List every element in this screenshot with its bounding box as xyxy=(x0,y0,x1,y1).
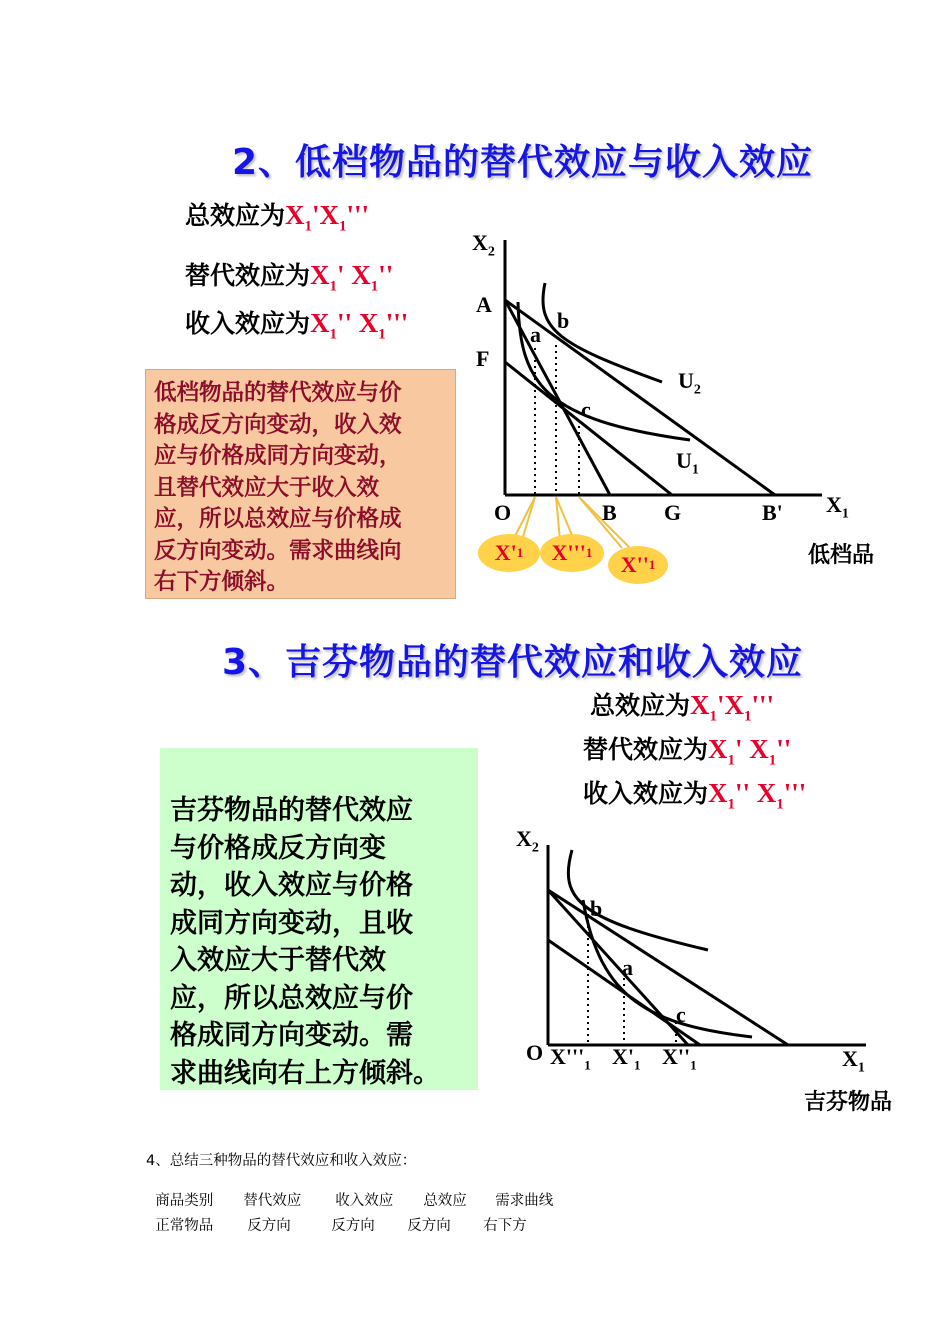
box-line: 与价格成反方向变 xyxy=(170,832,386,864)
oval-X1-triple-prime: X''' 1 xyxy=(540,534,604,572)
oval-X1-double-prime: X'' 1 xyxy=(608,546,668,584)
box-line: 求曲线向右上方倾斜。 xyxy=(170,1057,440,1089)
effect-prefix: 替代效应为 xyxy=(185,261,311,290)
box-line: 格成同方向变动。需 xyxy=(170,1020,413,1051)
section3-total-effect xyxy=(590,686,774,725)
effect-prefix: 总效应为 xyxy=(590,691,691,720)
header-cell: 商品类别 xyxy=(155,1193,214,1209)
box-line: 低档物品的替代效应与价 xyxy=(154,380,402,406)
box-line: 吉芬物品的替代效应 xyxy=(170,795,413,826)
point-b: b xyxy=(557,308,570,333)
summary-row-normal-goods xyxy=(146,1198,527,1235)
effect-expr: $X_1'X_1'''$ xyxy=(690,690,775,725)
point-b: b xyxy=(590,896,603,921)
graph2-y-axis-label: $X_2$ xyxy=(516,826,539,856)
tick-X1-double-prime: $X''_1$ xyxy=(662,1044,697,1073)
box-line: 应与价格成同方向变动， xyxy=(154,443,402,469)
section2-title: 2、低档物品的替代效应与收入效应 xyxy=(232,142,814,183)
box-line: 入效应大于替代效 xyxy=(170,945,386,976)
point-F: F xyxy=(476,346,490,371)
box-line: 且替代效应大于收入效 xyxy=(154,474,380,501)
row-cell: 正常物品 xyxy=(155,1218,214,1234)
header-cell: 需求曲线 xyxy=(495,1193,554,1209)
effect-prefix: 替代效应为 xyxy=(583,735,709,764)
point-c: c xyxy=(676,1002,686,1027)
row-cell: 反方向 xyxy=(247,1218,291,1234)
graph2-x-axis-label: $X_1$ xyxy=(842,1046,865,1076)
effect-expr: $X_1''$ $X_1'''$ xyxy=(708,778,807,813)
row-cell: 反方向 xyxy=(407,1218,451,1234)
budget-line-ABprime xyxy=(505,300,775,495)
box-line: 动，收入效应与价格 xyxy=(170,870,413,901)
graph1-caption: 低档品 xyxy=(808,542,875,568)
point-a: a xyxy=(622,955,633,980)
effect-expr: $X_1'$ $X_1''$ xyxy=(708,734,792,769)
header-cell: 收入效应 xyxy=(335,1193,394,1209)
box-line: 成同方向变动，且收 xyxy=(170,907,413,939)
effect-expr: $X_1'X_1'''$ xyxy=(285,200,370,235)
graph2-caption: 吉芬物品 xyxy=(804,1089,893,1115)
point-a: a xyxy=(530,322,541,347)
box-line: 右下方倾斜。 xyxy=(154,569,290,595)
giffen-goods-graph xyxy=(0,800,950,1100)
effect-expr: $X_1'$ $X_1''$ xyxy=(310,260,394,295)
header-cell: 替代效应 xyxy=(243,1193,302,1209)
effect-prefix: 收入效应为 xyxy=(583,779,709,808)
graph1-x-axis-label: $X_1$ xyxy=(826,492,849,522)
box-line: 应，所以总效应与价格成 xyxy=(154,506,402,532)
label-U1: $U_1$ xyxy=(676,448,699,478)
point-B: B xyxy=(602,500,617,525)
box-line: 格成反方向变动，收入效 xyxy=(154,411,402,438)
summary-title: 4、总结三种物品的替代效应和收入效应： xyxy=(146,1153,417,1169)
row-cell: 反方向 xyxy=(331,1218,375,1234)
effect-prefix: 收入效应为 xyxy=(185,309,311,338)
section3-title: 3、吉芬物品的替代效应和收入效应 xyxy=(222,642,804,683)
point-G: G xyxy=(664,500,682,525)
budget-line-FG xyxy=(505,362,672,495)
graph1-y-axis-label: $X_2$ xyxy=(472,230,495,260)
row-cell: 右下方 xyxy=(483,1218,527,1234)
tick-X1-prime: $X'_1$ xyxy=(612,1044,641,1073)
point-Bprime: B' xyxy=(762,500,783,525)
label-U2: $U_2$ xyxy=(678,368,701,398)
origin-O: O xyxy=(494,500,512,525)
section3-substitution-effect xyxy=(583,730,791,769)
header-cell: 总效应 xyxy=(423,1193,467,1209)
effect-expr: $X_1''$ $X_1'''$ xyxy=(310,308,409,343)
point-A: A xyxy=(476,292,492,317)
origin-O: O xyxy=(526,1040,544,1065)
tick-X1-triple-prime: $X'''_1$ xyxy=(550,1044,591,1073)
point-c: c xyxy=(581,397,591,422)
box-line: 反方向变动。需求曲线向 xyxy=(154,537,402,564)
box-line: 应，所以总效应与价 xyxy=(170,982,413,1014)
oval-X1-prime: X' 1 xyxy=(478,534,540,572)
effect-prefix: 总效应为 xyxy=(185,201,286,230)
